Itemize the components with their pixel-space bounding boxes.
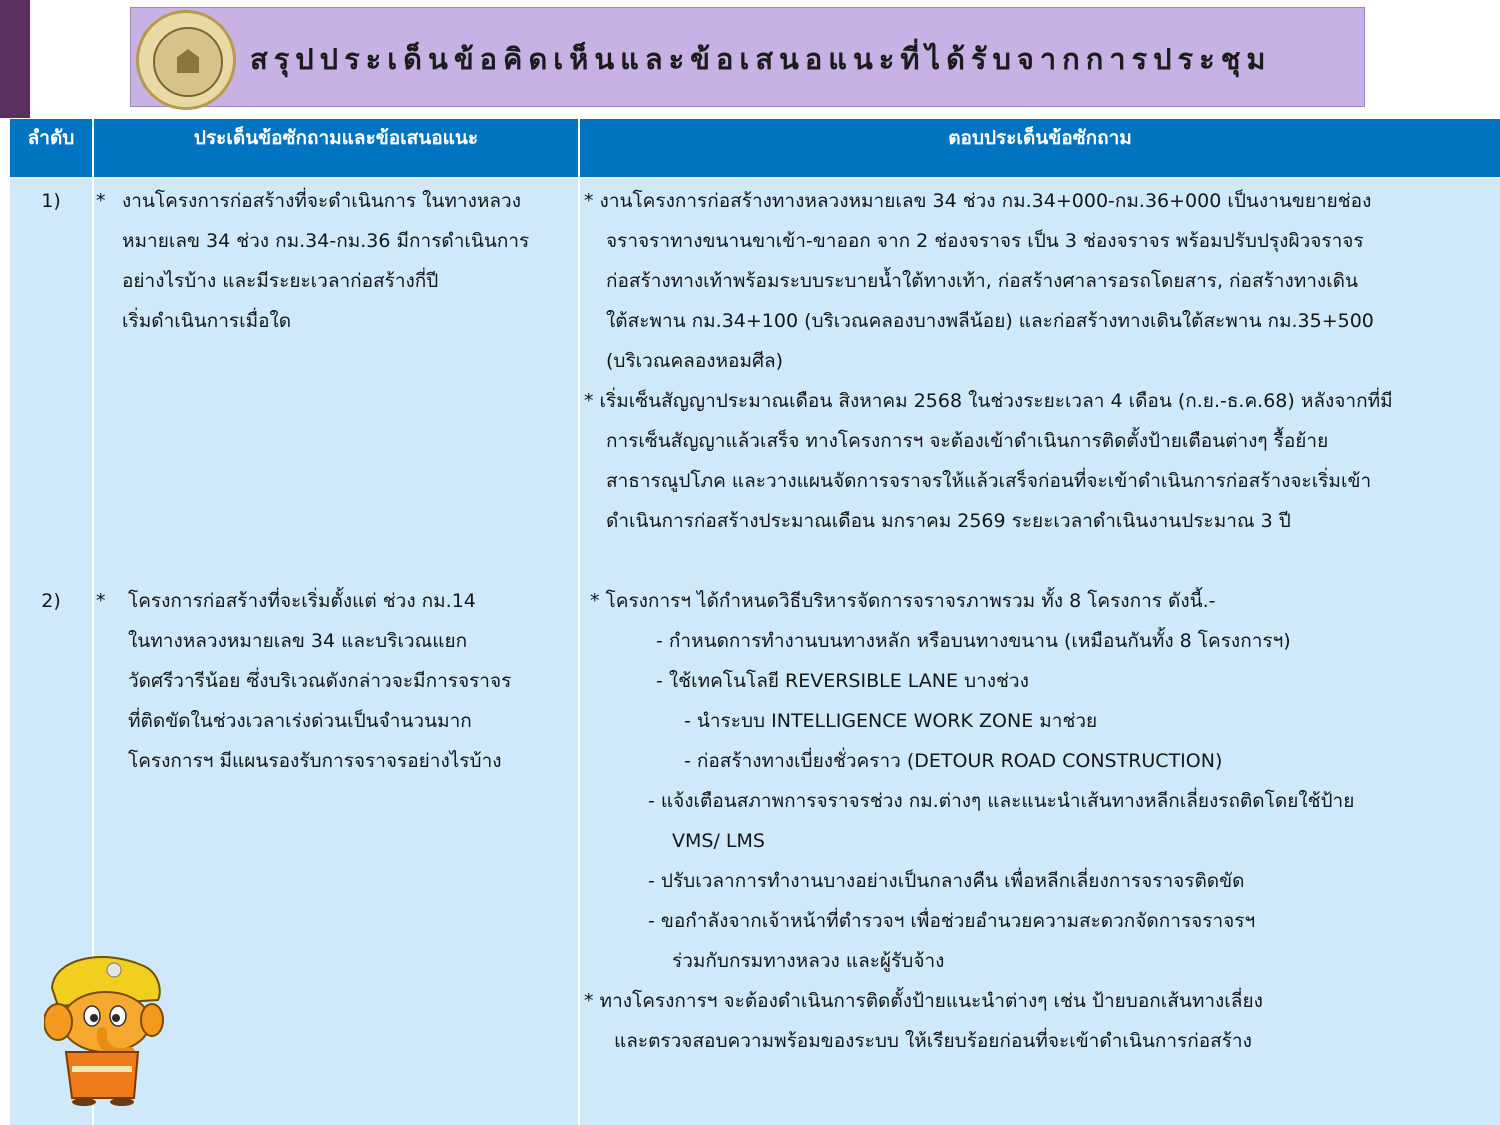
question-cell xyxy=(96,581,574,791)
answer-line: VMS/ LMS xyxy=(672,830,765,852)
question-line: หมายเลข 34 ช่วง กม.34-กม.36 มีการดำเนินการ xyxy=(122,230,530,252)
answer-line: ก่อสร้างทางเท้าพร้อมระบบระบายน้ำใต้ทางเท้า, ก่อสร้างศาลารอรถโดยสาร, ก่อสร้างทางเดิน xyxy=(606,270,1359,292)
question-line: วัดศรีวารีน้อย ซึ่งบริเวณดังกล่าวจะมีการจราจร xyxy=(128,670,512,692)
qa-table xyxy=(10,119,1500,1125)
elephant-mascot-icon xyxy=(44,948,164,1106)
question-cell xyxy=(96,181,574,351)
row-number: 2) xyxy=(41,590,61,612)
answer-line: - ขอกำลังจากเจ้าหน้าที่ตำรวจฯ เพื่อช่วยอำนวยความสะดวกจัดการจราจรฯ xyxy=(648,910,1256,932)
row-number: 1) xyxy=(41,190,61,212)
answer-line: และตรวจสอบความพร้อมของระบบ ให้เรียบร้อยก่อนที่จะเข้าดำเนินการก่อสร้าง xyxy=(614,1030,1252,1052)
answer-line: * โครงการฯ ได้กำหนดวิธีบริหารจัดการจราจรภาพรวม ทั้ง 8 โครงการ ดังนี้.- xyxy=(590,590,1216,612)
answer-line: - ปรับเวลาการทำงานบางอย่างเป็นกลางคืน เพื่อหลีกเลี่ยงการจราจรติดขัด xyxy=(648,870,1245,892)
question-line: ที่ติดขัดในช่วงเวลาเร่งด่วนเป็นจำนวนมาก xyxy=(128,710,472,732)
answer-line: - ใช้เทคโนโลยี REVERSIBLE LANE บางช่วง xyxy=(656,670,1029,692)
left-accent-bar xyxy=(0,0,30,118)
question-line: เริ่มดำเนินการเมื่อใด xyxy=(122,310,292,332)
question-line: อย่างไรบ้าง และมีระยะเวลาก่อสร้างกี่ปี xyxy=(122,270,439,292)
seal-building-icon xyxy=(177,49,199,73)
page-title: สรุปประเด็นข้อคิดเห็นและข้อเสนอแนะที่ได้รับจากการประชุม xyxy=(250,42,1272,76)
table-header xyxy=(10,119,1500,179)
department-seal-logo xyxy=(136,10,236,110)
answer-line: - ก่อสร้างทางเบี่ยงชั่วคราว (DETOUR ROAD CONSTRUCTION) xyxy=(684,750,1223,772)
question-bullet: * xyxy=(96,190,106,212)
answer-line: - แจ้งเตือนสภาพการจราจรช่วง กม.ต่างๆ และแนะนำเส้นทางหลีกเลี่ยงรถติดโดยใช้ป้าย xyxy=(648,790,1355,812)
col-header-no: ลำดับ xyxy=(27,127,75,149)
answer-line: จราจราทางขนานขาเข้า-ขาออก จาก 2 ช่องจราจร เป็น 3 ช่องจราจร พร้อมปรับปรุงผิวจราจร xyxy=(606,230,1364,252)
answer-line: - กำหนดการทำงานบนทางหลัก หรือบนทางขนาน (เหมือนกันทั้ง 8 โครงการฯ) xyxy=(656,630,1291,652)
answer-line: - นำระบบ INTELLIGENCE WORK ZONE มาช่วย xyxy=(684,710,1098,732)
question-line: โครงการฯ มีแผนรองรับการจราจรอย่างไรบ้าง xyxy=(128,750,502,772)
answer-line: การเซ็นสัญญาแล้วเสร็จ ทางโครงการฯ จะต้องเข้าดำเนินการติดตั้งป้ายเตือนต่างๆ รื้อย้าย xyxy=(606,430,1329,452)
answer-line: สาธารณูปโภค และวางแผนจัดการจราจรให้แล้วเสร็จก่อนที่จะเข้าดำเนินการก่อสร้างจะเริ่มเข้า xyxy=(606,470,1372,492)
column-divider xyxy=(578,119,580,1125)
seal-emblem-icon xyxy=(153,27,223,97)
answer-line: * เริ่มเซ็นสัญญาประมาณเดือน สิงหาคม 2568 ในช่วงระยะเวลา 4 เดือน (ก.ย.-ธ.ค.68) หลังจากที่มี xyxy=(584,390,1393,412)
answer-line: * งานโครงการก่อสร้างทางหลวงหมายเลข 34 ช่วง กม.34+000-กม.36+000 เป็นงานขยายช่อง xyxy=(584,190,1372,212)
col-header-question: ประเด็นข้อซักถามและข้อเสนอแนะ xyxy=(193,127,479,149)
question-line: ในทางหลวงหมายเลข 34 และบริเวณแยก xyxy=(128,630,468,652)
question-line: งานโครงการก่อสร้างที่จะดำเนินการ ในทางหลวง xyxy=(122,190,521,212)
answer-line: ดำเนินการก่อสร้างประมาณเดือน มกราคม 2569 ระยะเวลาดำเนินงานประมาณ 3 ปี xyxy=(606,510,1291,532)
answer-line: * ทางโครงการฯ จะต้องดำเนินการติดตั้งป้ายแนะนำต่างๆ เช่น ป้ายบอกเส้นทางเลี่ยง xyxy=(584,990,1263,1012)
question-bullet: * xyxy=(96,590,106,612)
answer-line: (บริเวณคลองหอมศีล) xyxy=(606,350,784,372)
question-line: โครงการก่อสร้างที่จะเริ่มตั้งแต่ ช่วง กม.14 xyxy=(128,590,476,612)
answer-cell xyxy=(584,181,1496,551)
answer-cell xyxy=(584,581,1496,1071)
answer-line: ร่วมกับกรมทางหลวง และผู้รับจ้าง xyxy=(672,950,945,972)
answer-line: ใต้สะพาน กม.34+100 (บริเวณคลองบางพลีน้อย) และก่อสร้างทางเดินใต้สะพาน กม.35+500 xyxy=(606,310,1374,332)
col-header-answer: ตอบประเด็นข้อซักถาม xyxy=(948,127,1132,149)
